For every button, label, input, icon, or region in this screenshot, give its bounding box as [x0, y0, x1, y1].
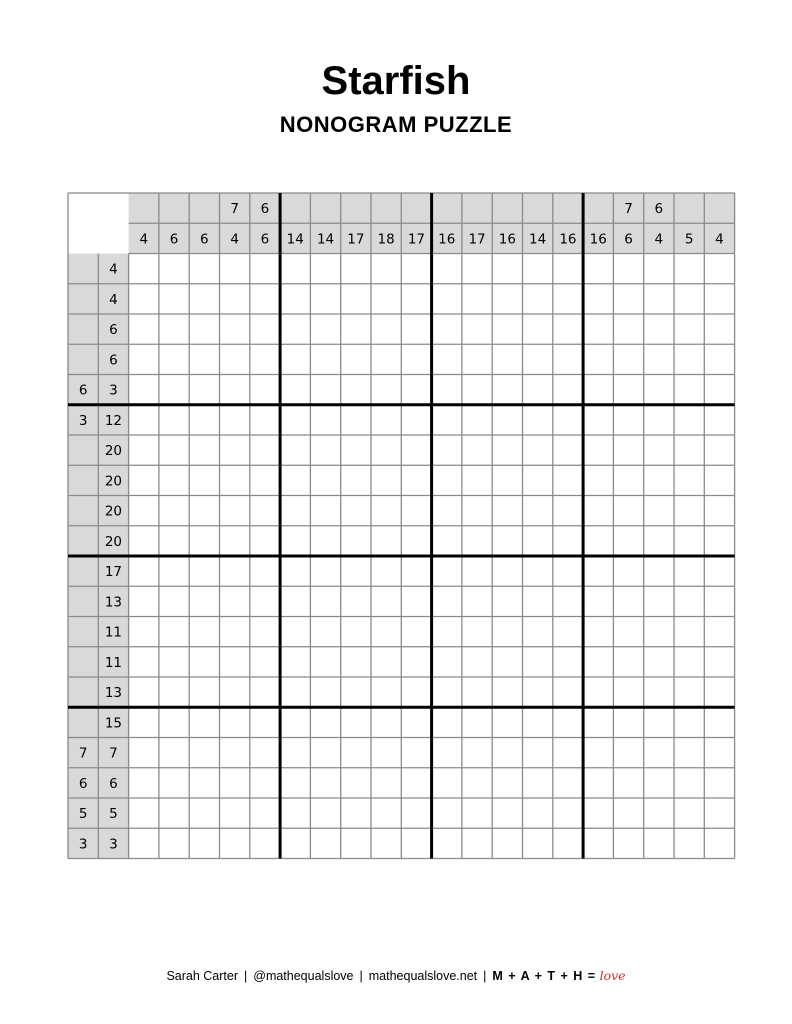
page-subtitle: NONOGRAM PUZZLE	[279, 112, 513, 137]
row-clue: 3	[78, 836, 88, 853]
row-clue: 6	[78, 775, 88, 792]
column-clue: 14	[286, 231, 304, 248]
column-clue: 16	[589, 231, 607, 248]
column-clue: 6	[624, 231, 633, 248]
column-clue: 14	[529, 231, 547, 248]
column-clue: 7	[624, 201, 633, 218]
column-clue: 4	[654, 231, 664, 248]
row-clue: 3	[109, 836, 118, 853]
column-clue: 6	[200, 231, 209, 248]
column-clue: 6	[654, 201, 664, 218]
row-clue: 7	[109, 745, 118, 762]
footer-separator: |	[483, 969, 487, 983]
column-clue: 17	[468, 231, 486, 248]
column-clue: 16	[438, 231, 456, 248]
column-clue: 14	[316, 231, 335, 248]
row-clue: 20	[104, 443, 123, 460]
row-clue: 3	[78, 412, 88, 429]
row-clue: 12	[104, 412, 123, 429]
column-clue: 6	[169, 231, 179, 248]
footer-website: mathequalslove.net	[368, 969, 478, 983]
row-clue: 20	[104, 473, 123, 490]
column-clue: 6	[260, 231, 270, 248]
row-clue: 13	[104, 685, 123, 702]
row-clue: 7	[78, 745, 88, 762]
row-clue: 17	[104, 564, 123, 581]
footer-author: Sarah Carter	[166, 969, 238, 983]
column-clue: 18	[377, 231, 395, 248]
column-clue: 6	[260, 201, 270, 218]
row-clue: 5	[109, 806, 118, 823]
row-clue: 11	[104, 654, 123, 671]
footer-handle: @mathequalslove	[253, 969, 354, 983]
row-clue: 6	[109, 775, 118, 792]
footer	[0, 966, 792, 986]
row-clue: 4	[109, 261, 118, 278]
row-clue: 20	[104, 533, 123, 550]
row-clue: 11	[104, 624, 123, 641]
row-clue: 20	[104, 503, 123, 520]
column-clue: 7	[230, 201, 239, 218]
column-clue: 4	[139, 231, 149, 248]
page-title: Starfish	[321, 59, 471, 103]
row-clue: 5	[78, 806, 88, 823]
row-clue: 15	[104, 715, 123, 732]
footer-separator: |	[244, 969, 248, 983]
column-clue: 4	[715, 231, 724, 248]
row-clue: 3	[109, 382, 118, 399]
column-clue: 16	[559, 231, 577, 248]
footer-separator: |	[359, 969, 363, 983]
footer-brand-love: love	[599, 968, 626, 983]
footer-brand: M + A + T + H =	[492, 969, 597, 983]
column-clue: 4	[230, 231, 239, 248]
row-clue: 6	[109, 322, 118, 339]
row-clue: 6	[109, 352, 118, 369]
row-clue: 6	[78, 382, 88, 399]
column-clue: 17	[347, 231, 365, 248]
row-clue: 4	[109, 291, 118, 308]
column-clue: 16	[498, 231, 516, 248]
column-clue: 5	[684, 231, 694, 248]
column-clue: 17	[407, 231, 426, 248]
row-clue: 13	[104, 594, 123, 611]
